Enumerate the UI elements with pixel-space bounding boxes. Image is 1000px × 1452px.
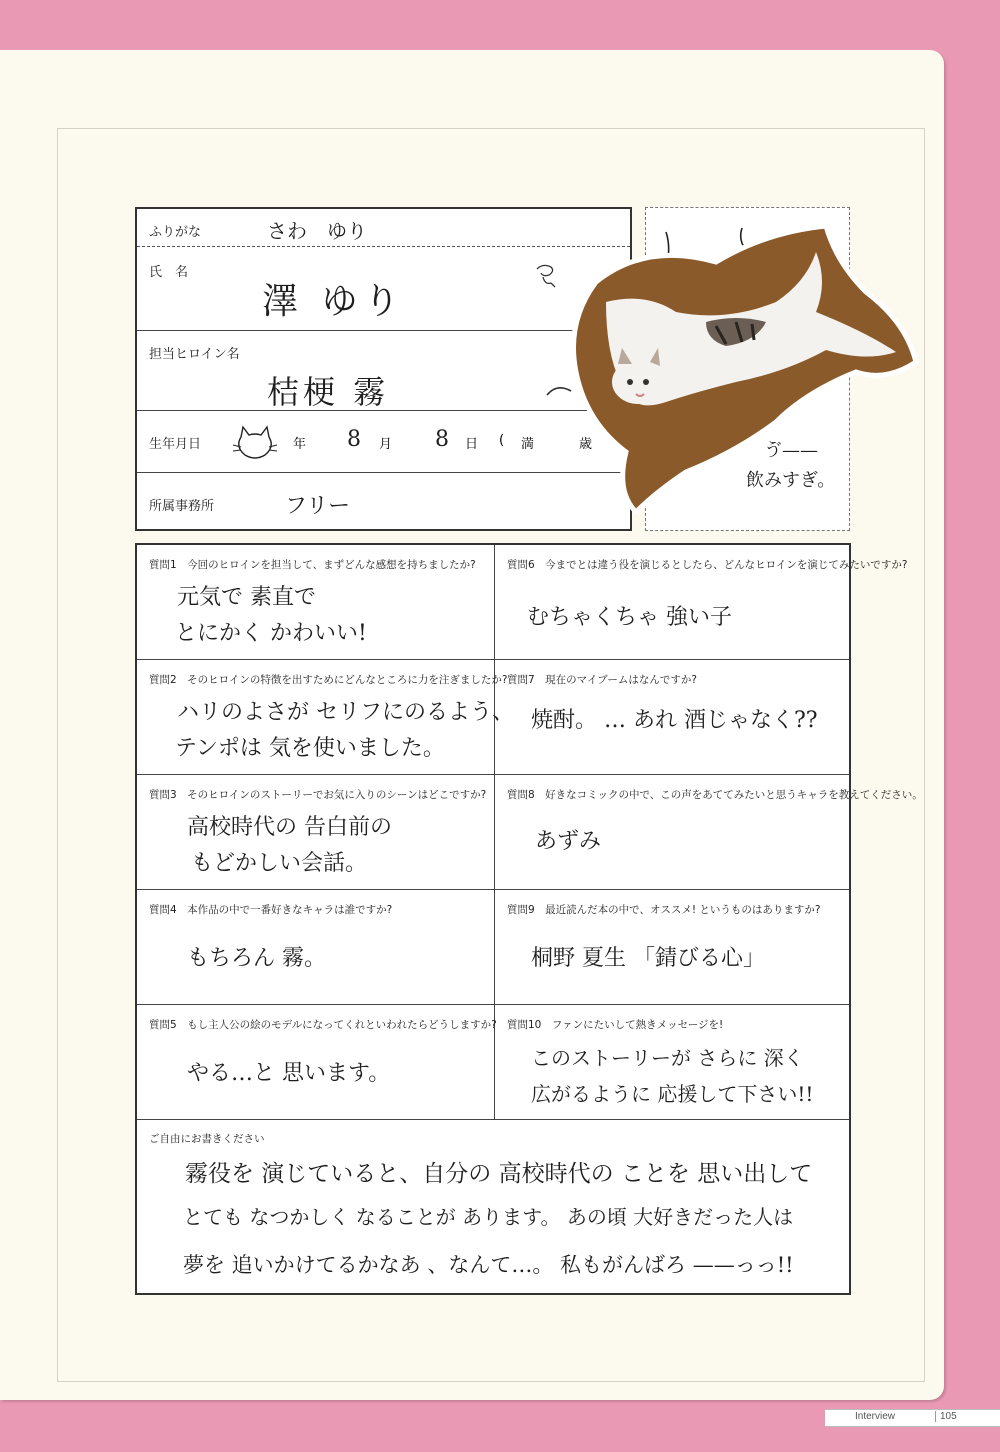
answer-line: 広がるように 応援して下さい!! bbox=[531, 1082, 814, 1106]
agency-value: フリー bbox=[285, 494, 351, 519]
birth-day: 8 bbox=[435, 427, 449, 452]
footer-section-label: Interview bbox=[855, 1411, 896, 1422]
question-cell-7 bbox=[495, 660, 852, 774]
heroine-label: 担当ヒロイン名 bbox=[149, 347, 240, 362]
furigana-row bbox=[137, 209, 630, 247]
birth-age-label: 満 bbox=[521, 437, 535, 452]
free-comment-label: ご自由にお書きください bbox=[149, 1133, 265, 1145]
question-label: 質問3 そのヒロインのストーリーでお気に入りのシーンはどこですか? bbox=[149, 789, 487, 801]
answer-line: やる…と 思います。 bbox=[187, 1061, 391, 1086]
heroine-row bbox=[137, 331, 630, 411]
answer-line: 元気で 素直で bbox=[177, 585, 316, 610]
agency-row bbox=[137, 473, 630, 531]
question-label: 質問7 現在のマイブームはなんですか? bbox=[507, 674, 697, 686]
free-comment-line: 霧役を 演じていると、自分の 高校時代の ことを 思い出して bbox=[185, 1161, 813, 1187]
answer-line: あずみ bbox=[535, 829, 602, 854]
answer-line: もどかしい会話。 bbox=[191, 851, 368, 876]
free-comment-line: とても なつかしく なることが あります。 あの頃 大好きだった人は bbox=[183, 1205, 794, 1229]
birth-day-unit: 日 bbox=[465, 437, 479, 452]
birth-age-open: ( bbox=[499, 433, 505, 448]
answer-line: 桐野 夏生 「錆びる心」 bbox=[531, 946, 765, 971]
answer-line: 高校時代の 告白前の bbox=[187, 815, 392, 840]
birth-age-unit: 歳 bbox=[579, 437, 593, 452]
cat-face-doodle-icon bbox=[231, 423, 279, 463]
agency-label: 所属事務所 bbox=[149, 499, 215, 514]
birthdate-label: 生年月日 bbox=[149, 437, 202, 452]
question-label: 質問9 最近読んだ本の中で、オススメ! というものはありますか? bbox=[507, 904, 821, 916]
qa-table bbox=[135, 543, 923, 1295]
heroine-value: 桔梗 霧 bbox=[267, 373, 390, 411]
question-cell-2 bbox=[137, 660, 514, 774]
answer-line: このストーリーが さらに 深く bbox=[531, 1046, 804, 1070]
question-cell-3 bbox=[137, 775, 494, 889]
question-cell-9 bbox=[495, 890, 852, 1004]
answer-line: テンポは 気を使いました。 bbox=[175, 736, 445, 761]
stamp-doodle-icon bbox=[533, 261, 559, 291]
question-label: 質問8 好きなコミックの中で、この声をあててみたいと思うキャラを教えてください。 bbox=[507, 789, 923, 801]
profile-table bbox=[135, 207, 632, 531]
question-label: 質問4 本作品の中で一番好きなキャラは誰ですか? bbox=[149, 904, 393, 916]
answer-line: むちゃくちゃ 強い子 bbox=[527, 605, 732, 630]
birth-month-unit: 月 bbox=[379, 437, 393, 452]
answer-line: とにかく かわいい! bbox=[175, 621, 367, 646]
photo-caption-line2: 飲みすぎ。 bbox=[746, 470, 836, 491]
question-cell-1 bbox=[137, 545, 494, 659]
question-cell-4 bbox=[137, 890, 494, 1004]
cat-photo-image bbox=[566, 222, 918, 514]
question-label: 質問10 ファンにたいして熱きメッセージを! bbox=[507, 1019, 724, 1031]
name-label: 氏 名 bbox=[149, 265, 189, 280]
furigana-value: さわ ゆり bbox=[267, 219, 367, 243]
furigana-label: ふりがな bbox=[149, 225, 202, 240]
name-row bbox=[137, 247, 630, 331]
page-footer bbox=[825, 1409, 1000, 1427]
page-number: 105 bbox=[935, 1411, 957, 1422]
birth-month: 8 bbox=[347, 427, 361, 452]
question-label: 質問1 今回のヒロインを担当して、まずどんな感想を持ちましたか? bbox=[149, 559, 476, 571]
free-comment-line: 夢を 追いかけてるかなあ 、なんて…。 私もがんばろ ——っっ!! bbox=[183, 1253, 794, 1277]
question-label: 質問2 そのヒロインの特徴を出すためにどんなところに力を注ぎましたか? bbox=[149, 674, 508, 686]
row-divider bbox=[137, 1119, 849, 1120]
birth-year-unit: 年 bbox=[293, 437, 307, 452]
question-cell-5 bbox=[137, 1005, 497, 1119]
question-cell-8 bbox=[495, 775, 923, 889]
question-label: 質問6 今までとは違う役を演じるとしたら、どんなヒロインを演じてみたいですか? bbox=[507, 559, 908, 571]
answer-line: もちろん 霧。 bbox=[187, 946, 326, 971]
question-cell-6 bbox=[495, 545, 908, 659]
name-value: 澤 ゆり bbox=[262, 281, 406, 322]
answer-line: ハリのよさが セリフにのるよう、 bbox=[177, 700, 514, 725]
question-label: 質問5 もし主人公の絵のモデルになってくれといわれたらどうしますか? bbox=[149, 1019, 497, 1031]
birthdate-row bbox=[137, 411, 630, 473]
photo-caption-line1: ゔ—— bbox=[764, 440, 818, 461]
answer-line: 焼酎。 … あれ 酒じゃなく?? bbox=[531, 708, 818, 733]
question-cell-10 bbox=[495, 1005, 852, 1119]
